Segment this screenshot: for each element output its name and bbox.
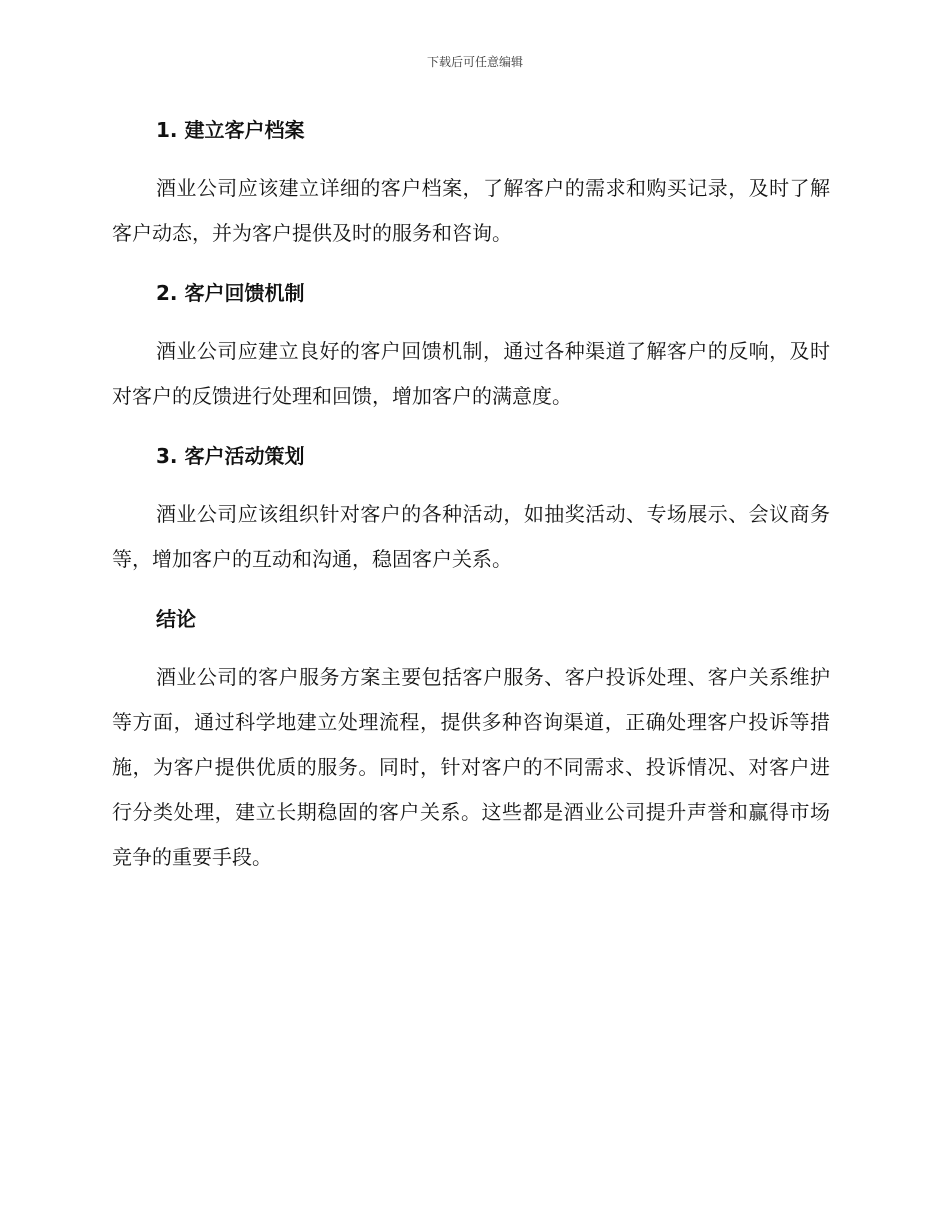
section-paragraph: 酒业公司应该建立详细的客户档案，了解客户的需求和购买记录，及时了解客户动态，并为客户提供及时的服务和咨询。 bbox=[112, 176, 830, 245]
section-paragraph: 酒业公司应该组织针对客户的各种活动，如抽奖活动、专场展示、会议商务等，增加客户的互动和沟通，稳固客户关系。 bbox=[112, 502, 830, 571]
section-conclusion bbox=[112, 597, 830, 880]
section-heading: 1. 建立客户档案 bbox=[156, 118, 305, 142]
document-body bbox=[112, 108, 830, 895]
page-header: 下载后可任意编辑 bbox=[426, 55, 523, 69]
section-customer-profile bbox=[112, 108, 830, 256]
section-heading: 3. 客户活动策划 bbox=[156, 444, 305, 468]
section-customer-activities bbox=[112, 434, 830, 582]
section-paragraph: 酒业公司的客户服务方案主要包括客户服务、客户投诉处理、客户关系维护等方面，通过科学地建立处理流程，提供多种咨询渠道，正确处理客户投诉等措施，为客户提供优质的服务。同时，针对客户的不同需求、投诉情况、对客户进行分类处理，建立长期稳固的客户关系。这些都是酒业公司提升声誉和赢得市场竞争的重要手段。 bbox=[112, 665, 830, 869]
section-customer-feedback bbox=[112, 271, 830, 419]
section-heading: 2. 客户回馈机制 bbox=[156, 281, 305, 305]
section-paragraph: 酒业公司应建立良好的客户回馈机制，通过各种渠道了解客户的反响，及时对客户的反馈进行处理和回馈，增加客户的满意度。 bbox=[112, 339, 830, 408]
section-heading: 结论 bbox=[156, 607, 196, 631]
